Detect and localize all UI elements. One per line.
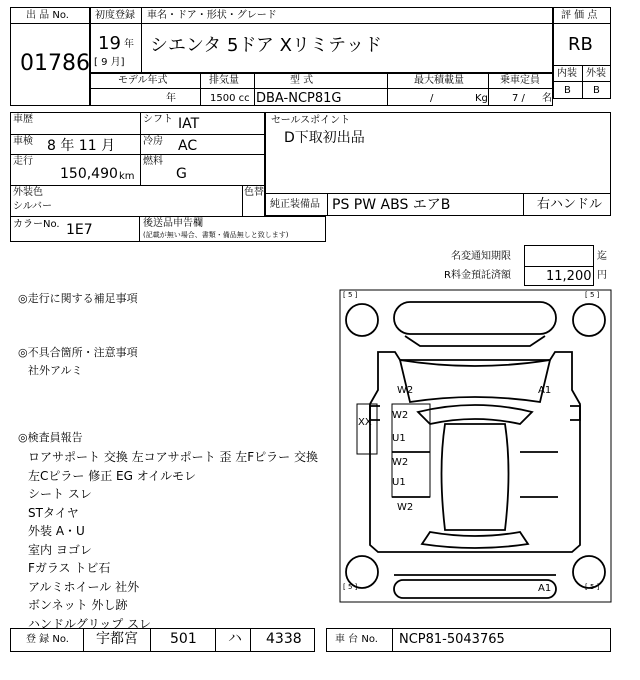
inspector-item: ハンドルグリップ スレ [28,616,152,631]
front-bumper-outline [394,302,556,334]
left-fender-outline [357,404,377,454]
inspector-item: STタイヤ [28,505,79,520]
first-reg-year-unit: 年 [124,39,134,50]
color-change-divider [242,185,243,217]
max-load-label: 最大積載量 [414,75,464,86]
chassis-value: NCP81-5043765 [399,632,505,647]
max-load-slash: / [430,93,434,104]
recycle-label: R料金預託済額 [444,270,511,281]
mark-fender: XX [358,417,372,428]
recycle-unit: 円 [597,270,607,281]
tire-rear-right-label: [ 5 ] [585,583,600,591]
name-change-label: 名変通知期限 [451,251,511,262]
lot-label: 出 品 No. [26,10,69,21]
type-label: 型 式 [290,75,314,86]
handle-value: 右ハンドル [537,197,603,212]
docs-label: 後送品申告欄 [143,218,203,229]
mark-hood-left: W2 [397,385,414,396]
handle-divider [523,193,524,216]
aircon-label: 冷房 [143,136,163,147]
grade-value: RB [568,34,593,55]
tire-front-right-label: [ 5 ] [585,291,600,299]
lot-number: 01786 [20,51,90,76]
mark-rear-quarter: W2 [397,502,414,513]
registration-number: 4338 [266,631,302,647]
sales-point-value: D下取初出品 [284,130,365,146]
chassis-label: 車 台 No. [335,634,378,645]
tire-front-left-label: [ 5 ] [343,291,358,299]
name-change-unit: 迄 [597,251,607,262]
color-change-label: 色替 [244,187,264,198]
tire-front-right-icon [573,304,605,336]
inspection-value: 8 年 11 月 [47,138,116,154]
mileage-unit: km [119,171,135,182]
equipment-label-divider [327,193,328,216]
reg-div-3 [215,628,216,652]
rear-window-outline [422,532,528,548]
capacity-unit: 名 [542,93,552,104]
inspector-item: シート スレ [28,487,92,501]
first-reg-year: 19 [98,33,121,54]
model-year-label: モデル年式 [118,75,168,86]
first-reg-label: 初度登録 [95,10,135,21]
fuel-label: 燃料 [143,156,163,167]
registration-kana: ハ [228,631,242,647]
reg-div-2 [150,628,151,652]
windshield-outline [418,405,532,424]
inspection-label: 車検 [13,136,33,147]
displacement-label: 排気量 [209,75,239,86]
front-grille-outline [405,336,545,346]
inspector-item: ロアサポート 交換 左コアサポート 歪 左Fピラー 交換 [28,450,318,464]
reg-div-4 [250,628,251,652]
tire-rear-left-label: [ 5 ] [343,583,358,591]
mileage-label: 走行 [13,156,33,167]
lot-label-divider [10,23,90,24]
type-value: DBA-NCP81G [256,91,342,106]
model-year-unit: 年 [166,93,176,104]
vehicle-name: シエンタ 5ドア Xリミテッド [150,35,382,56]
shift-label: シフト [143,114,173,125]
tire-front-left-icon [346,304,378,336]
right-mirror-outline [570,406,580,420]
inspector-label: ◎検査員報告 [18,431,83,444]
sales-point-label: セールスポイント [271,115,351,126]
defect-label: ◎不具合箇所・注意事項 [18,346,138,359]
color-no-value: 1E7 [66,222,93,238]
spec-mid-divider [140,112,141,186]
fuel-value: G [176,166,187,182]
hood-outline [400,360,550,402]
exterior-value: B [593,85,600,96]
recycle-value: 11,200 [546,269,592,284]
aircon-value: AC [178,138,198,154]
grade-label: 評 価 点 [561,10,598,21]
roof-outline [442,424,509,530]
mark-front-door-2: U1 [392,433,406,444]
inspector-item: 室内 ヨゴレ [28,542,92,557]
interior-value: B [564,85,571,96]
inspector-item: Fガラス トビ石 [28,561,111,575]
name-change-box [524,245,594,267]
driving-note-label: ◎走行に関する補足事項 [18,292,138,305]
docs-note: (記載が無い場合、書類・備品無しと致します) [143,231,289,239]
exterior-color-value: シルバー [13,201,53,212]
mark-hood-right: A1 [538,385,552,396]
exterior-label: 外装 [586,68,606,79]
exterior-color-label: 外装色 [13,187,43,198]
inspector-item: アルミホイール 社外 [28,579,140,594]
rear-bumper-outline [394,580,556,598]
capacity-value: 7 / [512,93,525,104]
registration-label: 登 録 No. [26,634,69,645]
defect-item: 社外アルミ [28,364,83,377]
interior-label: 内装 [557,68,577,79]
first-reg-month: [ 9 月] [94,57,125,68]
reg-div-1 [83,628,84,652]
displacement-value: 1500 cc [210,93,250,104]
chassis-divider [392,628,393,652]
vehicle-label: 車名・ドア・形状・グレード [147,10,277,21]
equipment-value: PS PW ABS エアB [332,197,451,213]
spec-mileage-row [10,154,265,186]
max-load-unit: Kg [475,93,488,104]
capacity-label: 乗車定員 [500,75,540,86]
inspector-items [28,448,318,633]
inspector-item: 外装 A・U [28,524,85,538]
inspector-item: 左Cピラー 修正 EG オイルモレ [28,468,197,483]
body-outline [370,352,580,552]
diagram-frame [340,290,611,602]
history-label: 車歴 [13,114,33,125]
mark-front-door-1: W2 [392,410,409,421]
mark-rear-door-1: W2 [392,457,409,468]
registration-class: 501 [170,631,197,647]
mileage-value: 150,490 [60,166,118,182]
mark-rear-bumper: A1 [538,583,552,594]
inspector-item: ボンネット 外し跡 [28,598,128,612]
color-no-label: カラーNo. [13,219,60,230]
spec-history-row [10,112,265,135]
equipment-label: 純正装備品 [270,199,320,210]
shift-value: IAT [178,116,200,132]
mark-rear-door-2: U1 [392,477,406,488]
registration-area: 宇都宮 [96,631,138,647]
